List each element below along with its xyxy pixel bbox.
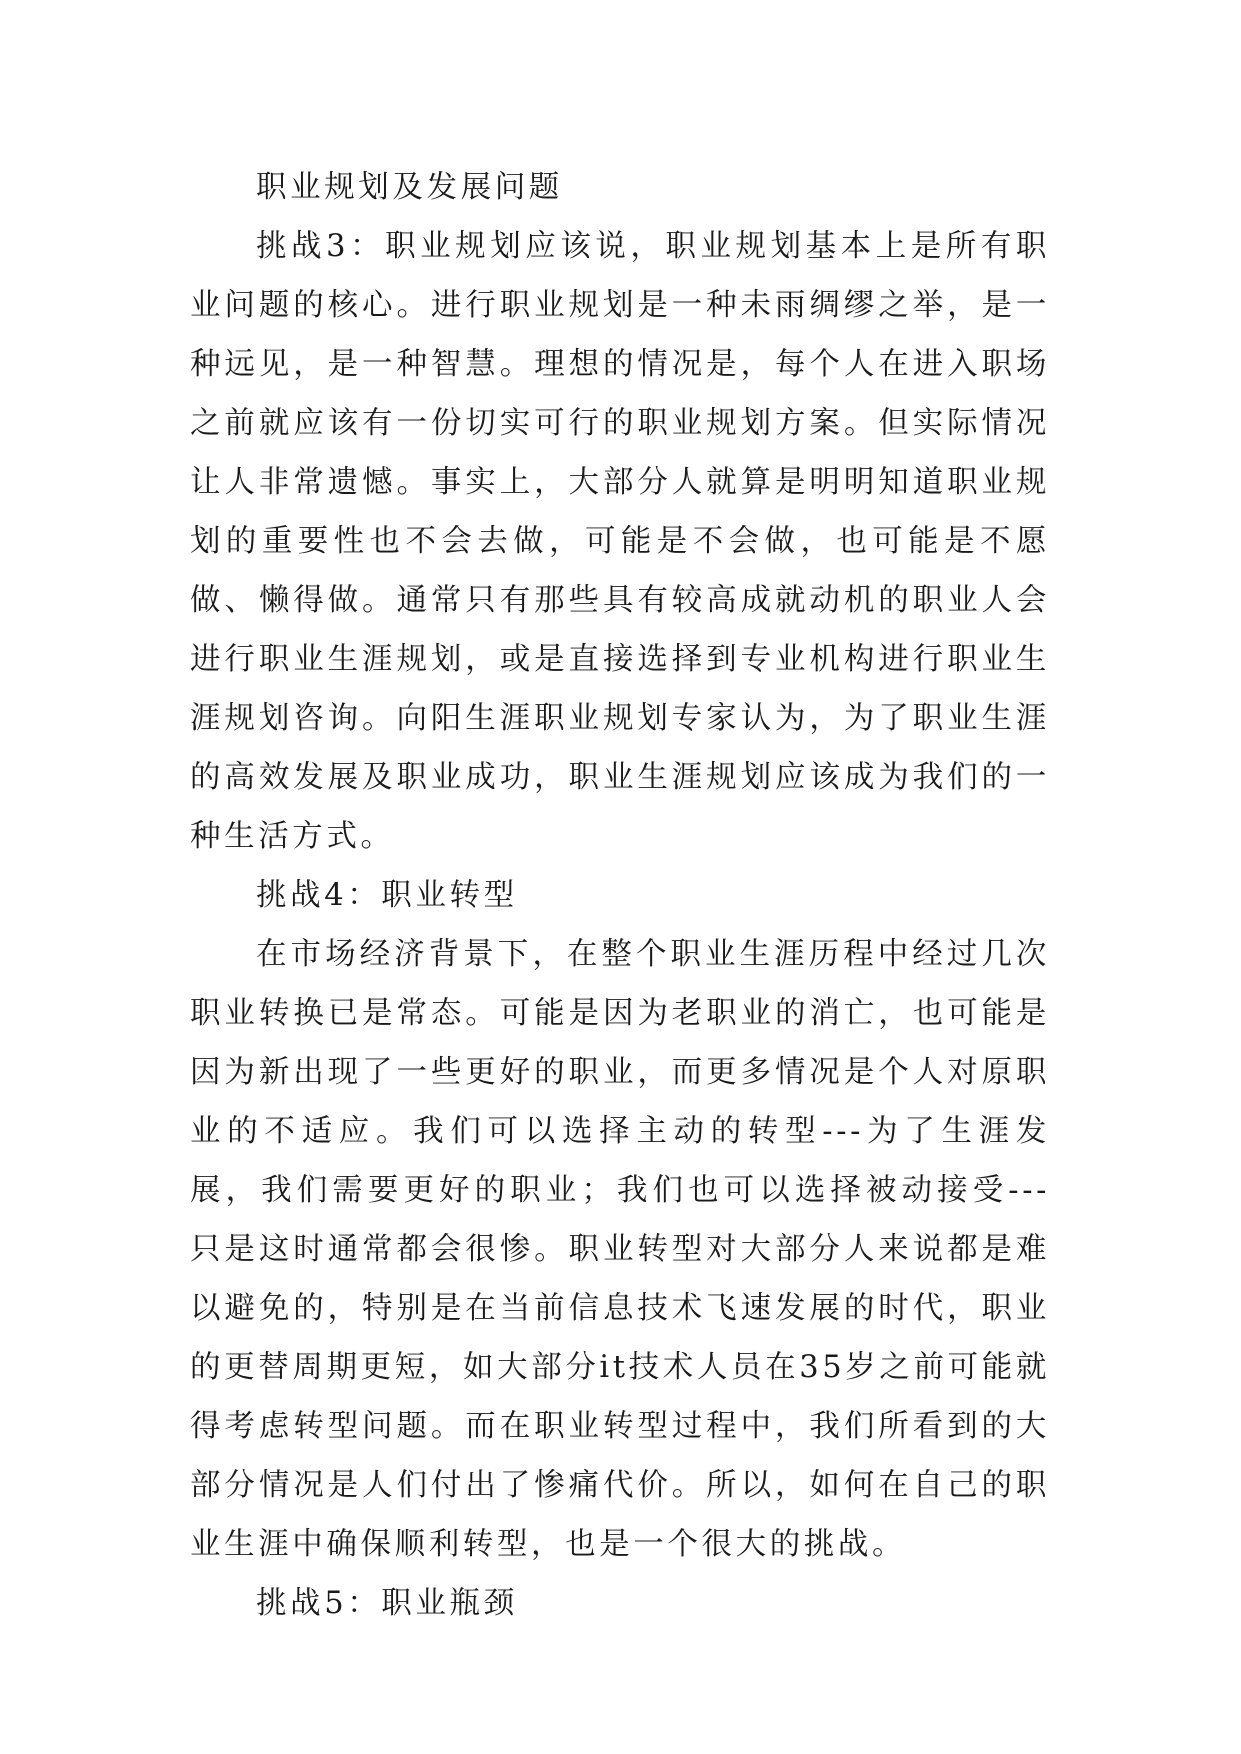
document-title: 职业规划及发展问题 [256, 170, 563, 205]
paragraph-challenge-3: 挑战3：职业规划应该说，职业规划基本上是所有职业问题的核心。进行职业规划是一种未雨绸缪之举，是一种远见，是一种智慧。理想的情况是，每个人在进入职场之前就应该有一份切实可行的职业规划方案。但实际情况让人非常遗憾。事实上，大部分人就算是明明知道职业规划的重要性也不会去做，可能是不会做，也可能是不愿做、懒得做。通常只有那些具有较高成就动机的职业人会进行职业生涯规划，或是直接选择到专业机构进行职业生涯规划咨询。向阳生涯职业规划专家认为，为了职业生涯的高效发展及职业成功，职业生涯规划应该成为我们的一种生活方式。 [190, 229, 1050, 854]
paragraph-challenge-4: 在市场经济背景下，在整个职业生涯历程中经过几次职业转换已是常态。可能是因为老职业的消亡，也可能是因为新出现了一些更好的职业，而更多情况是个人对原职业的不适应。我们可以选择主动的转型---为了生涯发展，我们需要更好的职业；我们也可以选择被动接受---只是这时通常都会很惨。职业转型对大部分人来说都是难以避免的，特别是在当前信息技术飞速发展的时代，职业的更替周期更短，如大部分it技术人员在35岁之前可能就得考虑转型问题。而在职业转型过程中，我们所看到的大部分情况是人们付出了惨痛代价。所以，如何在自己的职业生涯中确保顺利转型，也是一个很大的挑战。 [190, 937, 1050, 1562]
heading-challenge-5: 挑战5：职业瓶颈 [256, 1586, 518, 1621]
heading-challenge-4: 挑战4：职业转型 [256, 878, 518, 913]
document-body [190, 158, 1050, 1633]
